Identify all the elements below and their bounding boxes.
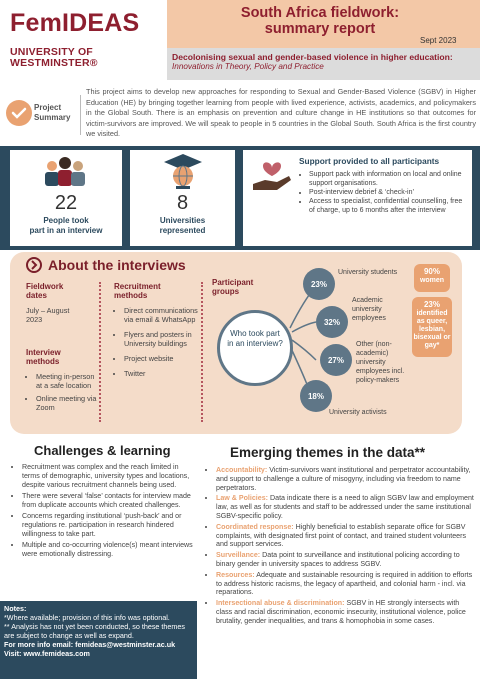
notes-website[interactable]: Visit: www.femideas.com: [4, 649, 90, 658]
divider: [201, 282, 203, 422]
recruit-item: • Flyers and posters in University buildings: [124, 330, 200, 348]
theme-heading: Accountability:: [216, 466, 268, 474]
participant-groups-heading: [212, 278, 253, 296]
summary-divider: [80, 95, 81, 135]
fieldwork-heading: [26, 282, 63, 300]
summary-label-line2: Summary: [34, 113, 71, 122]
recruit-item: • Direct communications via email & WhatsApp: [124, 306, 200, 324]
people-label: [10, 216, 122, 236]
heart-hand-icon: [251, 154, 293, 199]
group-label-activists: University activists: [329, 409, 387, 416]
theme-heading: Resources:: [216, 570, 255, 579]
support-card: [243, 150, 472, 246]
notes-line1: *Where available; provision of this info was optional.: [4, 613, 170, 622]
participant-groups-heading-line1: Participant: [212, 278, 254, 287]
fieldwork-dates-line1: July – August: [26, 306, 70, 315]
summary-text: This project aims to develop new approaches for responding to Sexual and Gender-Based Violence (SGBV) in Higher Education (HE) by bringing together learning from people with lived experience, activists, academics, and policymakers in the Global South. There is an emphasis on prevention and culture change in HE institutions so that outcomes for victim-survivors are improved. We will speak to people in 5 countries in the Global South. South Africa is the first country we visited.: [86, 87, 476, 139]
page-title: [175, 5, 465, 37]
support-item: • Access to specialist, confidential counselling, free of charge, up to 6 months after the interview: [309, 197, 469, 215]
group-pct-academic: 32%: [316, 306, 348, 338]
summary-label-line1: Project: [34, 103, 62, 112]
title-line1: South Africa fieldwork:: [240, 5, 400, 21]
theme-heading: Surveillance:: [216, 551, 261, 560]
group-label-students: University students: [338, 269, 398, 276]
university-logo: [10, 47, 98, 69]
recruitment-heading: [114, 282, 161, 300]
challenge-item: • Multiple and co-occurring violence(s) meant interviews were emotionally distressing.: [22, 541, 194, 559]
support-title: Support provided to all participants: [299, 156, 440, 166]
theme-item: [216, 571, 476, 597]
center-circle: [217, 310, 293, 386]
about-title: About the interviews: [48, 257, 186, 273]
subtitle-bold: Decolonising sexual and gender-based violence in higher education:: [172, 52, 453, 62]
university-line2: WESTMINSTER®: [10, 57, 98, 69]
queer-badge: [412, 297, 452, 357]
theme-text: Adequate and sustainable resourcing is required in addition to efforts to address historic racisms, the legacy of apartheid, and colonial harm - incl. via reparations.: [216, 570, 473, 597]
fieldwork-dates: [26, 306, 69, 324]
universities-label: [130, 216, 235, 236]
theme-heading: Law & Policies:: [216, 494, 269, 503]
interview-methods-heading-line2: methods: [26, 357, 60, 366]
challenges-title: Challenges & learning: [34, 443, 171, 458]
group-label-academic: Academic university employees: [352, 297, 386, 322]
theme-item: [216, 466, 476, 492]
recruit-item: • Twitter: [124, 369, 200, 378]
universities-count: 8: [176, 192, 189, 214]
femideas-logo: FemIDEAS: [10, 9, 140, 37]
theme-text: Data point to surveillance and institutional policing according to binary gender in university spaces to address SGBV.: [216, 551, 460, 568]
notes: [4, 604, 194, 658]
themes-title: Emerging themes in the data**: [230, 445, 426, 460]
recruitment-heading-line2: methods: [114, 291, 148, 300]
theme-text: Data indicate there is a need to align SGBV law and employment law, as well as for students and staff to be addressed under the same institutional SGBV-specific policy.: [216, 494, 474, 520]
interview-methods-heading-line1: Interview: [26, 348, 61, 357]
universities-card: [130, 150, 235, 246]
group-pct-other: 27%: [320, 344, 352, 376]
checkmark-icon: [6, 100, 32, 126]
theme-text: SGBV in HE strongly intersects with class and racial discrimination, economic insecurity, institutional violence, police brutality, gender inequalities, and trans & homophobia in some cases.: [216, 599, 466, 625]
interview-methods-list: [26, 372, 98, 412]
universities-label-line2: represented: [159, 226, 206, 235]
subtitle-italic: Innovations in Theory, Policy and Practice: [172, 62, 324, 71]
summary-label: [34, 103, 70, 123]
subtitle: [172, 52, 477, 72]
recruit-item: • Project website: [124, 354, 200, 363]
themes-list: [208, 466, 476, 628]
recruitment-list: [114, 306, 200, 378]
challenges-list: [12, 463, 194, 561]
center-circle-text: Who took part in an interview?: [227, 329, 283, 348]
support-item: • Post-interview debrief & ‘check-in’: [309, 188, 469, 197]
notes-email[interactable]: For more info email: femideas@westminster.ac.uk: [4, 640, 176, 649]
theme-text: Victim-survivors want institutional and perpetrator accountability, and support to challenge a culture of misogyny, including via freedom to name perpetrators.: [216, 466, 471, 492]
challenge-item: • Concerns regarding institutional ‘push-back’ and or regulations re. participation in research hindered willingness to take part.: [22, 512, 194, 539]
support-list: [299, 170, 469, 215]
women-pct: 90%: [423, 267, 440, 276]
support-item: • Support pack with information on local and online support organisations.: [309, 170, 469, 188]
interview-methods-heading: [26, 348, 61, 366]
fieldwork-heading-line1: Fieldwork: [26, 282, 64, 291]
theme-item: [216, 523, 476, 549]
divider: [99, 282, 101, 422]
method-item: • Online meeting via Zoom: [36, 394, 98, 412]
graduation-globe-icon: [162, 152, 204, 195]
people-label-line1: People took: [43, 216, 89, 225]
people-icon: [40, 154, 90, 195]
notes-line2: ** Analysis has not yet been conducted, so these themes are subject to change as well as expand.: [4, 622, 185, 640]
theme-heading: Intersectional abuse & discrimination:: [216, 599, 345, 608]
fieldwork-heading-line2: dates: [26, 291, 47, 300]
theme-item: [216, 599, 476, 625]
method-item: • Meeting in-person at a safe location: [36, 372, 98, 390]
group-label-other: Other (non-academic) university employees incl. policy-makers: [356, 341, 405, 384]
people-count: 22: [54, 192, 78, 214]
people-card: [10, 150, 122, 246]
title-line2: summary report: [264, 21, 376, 37]
theme-text: Highly beneficial to establish separate office for SGBV complaints, with designated first point of contact, and trained student volunteers and support services.: [216, 522, 467, 549]
women-badge: [414, 264, 450, 292]
chevron-right-icon: [26, 257, 42, 273]
group-pct-activists: 18%: [300, 380, 332, 412]
university-line1: UNIVERSITY OF: [10, 46, 93, 58]
fieldwork-dates-line2: 2023: [26, 315, 43, 324]
participant-groups-heading-line2: groups: [212, 287, 240, 296]
theme-heading: Coordinated response:: [216, 522, 294, 531]
universities-label-line1: Universities: [159, 216, 206, 225]
queer-pct: 23%: [423, 300, 440, 309]
people-label-line2: part in an interview: [29, 226, 103, 235]
queer-label: identified as queer, lesbian, bisexual or gay*: [413, 310, 451, 349]
notes-title: Notes:: [4, 604, 27, 613]
group-pct-students: 23%: [303, 268, 335, 300]
theme-item: [216, 551, 476, 569]
recruitment-heading-line1: Recruitment: [114, 282, 161, 291]
report-date: Sept 2023: [420, 36, 457, 45]
theme-item: [216, 494, 476, 520]
challenge-item: • Recruitment was complex and the reach limited in terms of demographic, university types and locations, despite various recruitment channels being used.: [22, 463, 194, 490]
women-label: women: [419, 277, 445, 284]
challenge-item: • There were several ‘false’ contacts for interview made from duplicate accounts which created challenges.: [22, 492, 194, 510]
